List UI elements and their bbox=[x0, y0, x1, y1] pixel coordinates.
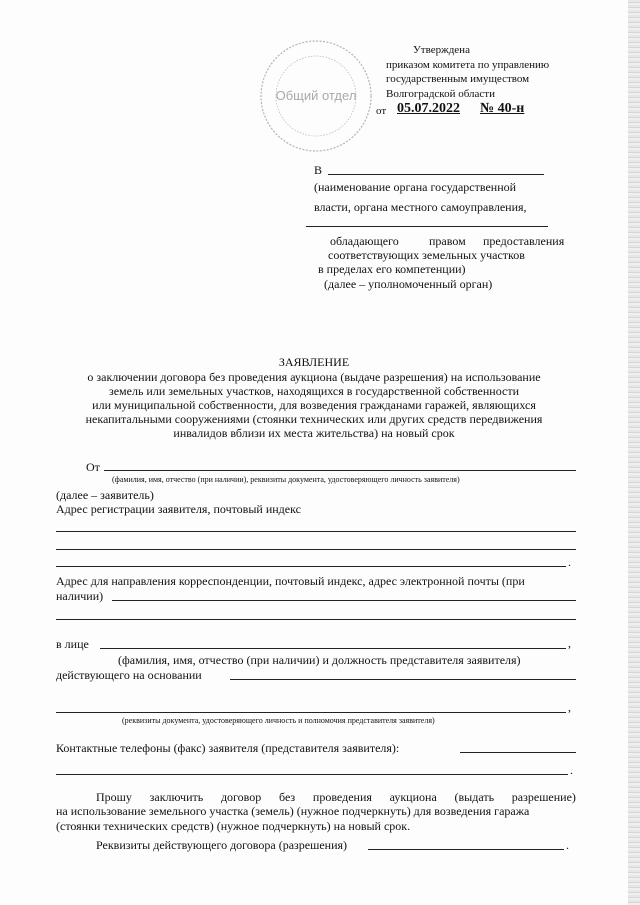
title-line-5: инвалидов вблизи их места жительства) на новый срок bbox=[173, 426, 455, 440]
contract-details-period: . bbox=[566, 838, 569, 852]
mail-address-line-b bbox=[56, 619, 576, 620]
request-word: (выдать bbox=[454, 790, 495, 804]
recipient-line-4: соответствующих земельных участков bbox=[328, 248, 525, 262]
approval-line-1: Утверждена bbox=[413, 44, 470, 56]
title-line-1: о заключении договора без проведения аукциона (выдаче разрешения) на использование bbox=[87, 370, 541, 384]
request-line-1 bbox=[96, 790, 576, 804]
reg-address-line-1 bbox=[56, 531, 576, 532]
reg-address-line-3 bbox=[56, 566, 566, 567]
acting-basis-line bbox=[230, 679, 576, 680]
rep-line bbox=[56, 712, 566, 713]
in-person-line bbox=[100, 648, 566, 649]
rep-comma: , bbox=[568, 700, 571, 714]
reg-address-line-2 bbox=[56, 549, 576, 550]
in-person-comma: , bbox=[568, 636, 571, 650]
request-line-4: Реквизиты действующего договора (разрешения) bbox=[96, 838, 348, 852]
recipient-to: В bbox=[314, 163, 323, 177]
phones-line-2 bbox=[56, 774, 568, 775]
request-word: без bbox=[279, 790, 296, 804]
contract-details-line bbox=[368, 849, 564, 850]
request-word: Прошу bbox=[96, 790, 132, 804]
request-word: заключить bbox=[149, 790, 204, 804]
acting-basis-label: действующего на основании bbox=[56, 668, 202, 682]
request-word: договор bbox=[220, 790, 262, 804]
title-line-4: некапитальными сооружениями (стоянки технических или других средств передвижения bbox=[85, 412, 543, 426]
reg-address-label: Адрес регистрации заявителя, почтовый индекс bbox=[56, 502, 301, 516]
recipient-line bbox=[328, 174, 544, 175]
approval-date: 05.07.2022 bbox=[397, 101, 460, 116]
from-label: От bbox=[86, 460, 100, 474]
title-line-2: земель или земельных участков, находящихся в государственной собственности bbox=[108, 384, 519, 398]
request-word: проведения bbox=[312, 790, 372, 804]
scan-edge bbox=[628, 0, 640, 905]
request-word: аукциона bbox=[389, 790, 437, 804]
recipient-line-3a: обладающего bbox=[330, 234, 399, 248]
recipient-line-3b: правом bbox=[429, 234, 466, 248]
approval-from-label: от bbox=[376, 105, 387, 117]
from-line bbox=[104, 470, 576, 471]
recipient-line-2: власти, органа местного самоуправления, bbox=[314, 200, 527, 214]
approval-line-2: приказом комитета по управлению bbox=[386, 59, 550, 71]
title-line-3: или муниципальной собственности, для возведения гражданами гаражей, являющихся bbox=[92, 398, 536, 412]
recipient-line-5: в пределах его компетенции) bbox=[318, 262, 466, 276]
recipient-line-1: (наименование органа государственной bbox=[314, 180, 517, 194]
stamp-seal bbox=[258, 38, 374, 154]
recipient-line-blank bbox=[306, 226, 548, 227]
mail-address-line-1: Адрес для направления корреспонденции, почтовый индекс, адрес электронной почты (при bbox=[56, 574, 525, 588]
approval-line-4: Волгоградской области bbox=[386, 88, 495, 100]
request-word: разрешение) bbox=[511, 790, 576, 804]
mail-address-line-2: наличии) bbox=[56, 589, 104, 603]
approval-number: № 40-н bbox=[480, 101, 525, 116]
person-hint: (фамилия, имя, отчество (при наличии) и должность представителя заявителя) bbox=[118, 653, 521, 667]
reg-address-period: . bbox=[568, 555, 571, 569]
from-hint: (фамилия, имя, отчество (при наличии), реквизиты документа, удостоверяющего личность заявителя) bbox=[112, 475, 460, 484]
applicant-label: (далее – заявитель) bbox=[56, 488, 154, 502]
recipient-line-6: (далее – уполномоченный орган) bbox=[324, 277, 493, 291]
approval-line-3: государственным имуществом bbox=[386, 73, 530, 85]
request-line-3: (стоянки технических средств) (нужное подчеркнуть) на новый срок. bbox=[56, 819, 411, 833]
recipient-line-3c: предоставления bbox=[483, 234, 565, 248]
phones-label: Контактные телефоны (факс) заявителя (представителя заявителя): bbox=[56, 741, 400, 755]
rep-hint: (реквизиты документа, удостоверяющего личность и полномочия представителя заявителя) bbox=[122, 716, 435, 725]
in-person-label: в лице bbox=[56, 637, 89, 651]
phones-line bbox=[460, 752, 576, 753]
mail-address-line bbox=[112, 600, 576, 601]
document-title: ЗАЯВЛЕНИЕ bbox=[278, 355, 350, 369]
phones-period: . bbox=[570, 763, 573, 777]
request-line-2: на использование земельного участка (земель) (нужное подчеркнуть) для возведения гаража bbox=[56, 804, 530, 818]
stamp-text: Общий отдел bbox=[275, 88, 357, 103]
